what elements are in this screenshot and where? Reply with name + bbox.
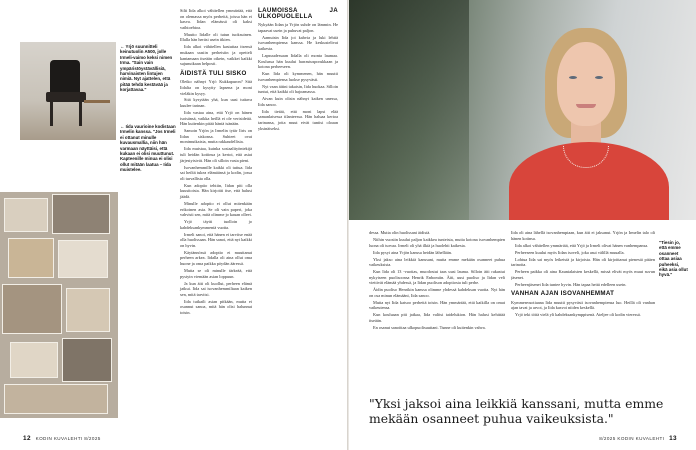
paragraph: Oletko nähnyt Yrjö Kukkapuron? Sitä Iidalta on kysytty lapsena ja moni vieläkin kysyy.	[180, 79, 252, 96]
subheading-laumoissa: LAUMOISSA JA ULKOPUOLELLA	[258, 7, 338, 20]
paragraph: Niihin vuosiin kuului paljon kaikkea tunteista, mutta kotona isovanhempien luona oli turvaa. Irmeli oli yhä ilkiä ja huolehti kaikesta.	[369, 236, 505, 248]
paragraph: Aamuisin Iida joi kahvia ja luki lehtiä isovanhempiensa kanssa. He keskustelivat kaikesta.	[258, 34, 338, 51]
paragraph: Nykyään Iidan ja Yrjön suhde on lämmin. He tapaavat usein ja puhuvat paljon.	[258, 22, 338, 33]
paragraph: Nyt vaan äitini takaisin, Iida huokaa. Silloin tuntui, että kaikki oli hajoamassa.	[258, 83, 338, 95]
paragraph: Aivan kuin olisin nähnyt kaiken unessa, Iida sanoo.	[258, 96, 338, 107]
page-number: 13	[669, 435, 677, 442]
paragraph: Mutta nyt Iida katsoo perhettä toisin. Hän ymmärtää, että kaikilla on omat vaikeutensa.	[369, 299, 505, 311]
paragraph: Ja kun äiti oli kuollut, perheen elämä jatkui. Iida sai isovanhemmiltaan kaiken sen, mitä tarvitsi.	[180, 280, 252, 297]
subheading-vanhan-ajan: VANHAN AJAN ISOVANHEMMAT	[511, 290, 615, 298]
rocking-chair-photo	[20, 42, 116, 140]
paragraph: Iida tietää, että moni lapsi elää samanlaisessa tilanteessa. Hän haluaa kertoa tarinansa, jotta muut eivät tuntisi oloaan yksinäiseksi.	[258, 108, 338, 131]
collage-photo-9	[4, 384, 108, 414]
subheading-aidista-tuli-sisko: ÄIDISTÄ TULI SISKO	[180, 69, 247, 77]
folio-right	[599, 435, 680, 442]
collage-photo-5	[2, 284, 62, 334]
pull-quote: "Yksi jaksoi aina leikkiä kanssani, mutta emme mekään osanneet puhua vaikeuksista."	[369, 396, 664, 426]
portrait-photo	[349, 0, 696, 220]
side-table-shape	[84, 100, 110, 103]
magazine-issue: 8/2025 KODIN KUVALEHTI	[599, 436, 665, 441]
paragraph: dessa. Mutta olin huolissani äidistä.	[369, 230, 431, 235]
paragraph: Mutta se oli minulle tärkeää, että pystyin viemään asian loppuun.	[180, 268, 252, 279]
paragraph: Iida oli aina lähellä isovanhempiaan, kun äiti ei jaksanut. Yrjön ja Irmelin talo oli hänen kotinsa.	[511, 230, 655, 241]
left-page	[0, 0, 347, 450]
portrait-face-shape	[557, 42, 615, 126]
paragraph: Perheeseen kuului myös Iidan isoveli, joka asui välillä muualla.	[515, 249, 625, 255]
paragraph: Iida vastaa aina, että Yrjö on hänen isoisänsä, vaikka heillä ei ole verisidettä. Hän kuitenkin pitää häntä isänään.	[180, 110, 252, 127]
paragraph: Iida tutkaili asian pitkään, mutta ei osannut sanoa, mitä hän olisi halunnut toisin.	[180, 298, 252, 315]
portrait-eye-right	[595, 76, 603, 79]
paragraph: Yrjö teki töitä vielä yli kahdeksankymppisenä. Ateljee oli kodin vieressä.	[515, 312, 641, 318]
page-number: 12	[23, 435, 31, 442]
folio-left	[20, 435, 101, 442]
collage-photo-2	[52, 194, 110, 234]
paragraph: Yksi jakso aina leikkiä kanssani, mutta emme mekään osanneet puhua vaikeuksista.	[369, 256, 505, 268]
collage-photo-6	[66, 288, 110, 332]
paragraph: Iida alkoi vähitellen kastuttaa itsensä mukaan uusiin perheisiin ja opetteli kantamaan itseään oikein, vaikkei kaikki sujunutkaan helposti.	[180, 44, 252, 67]
left-column-1a	[180, 8, 252, 317]
collage-photo-8	[62, 338, 112, 382]
right-page	[349, 0, 696, 450]
collage-photo-4	[58, 240, 108, 278]
paragraph: Iida pysyi aina Yrjön kanssa heidän lähellään.	[373, 249, 452, 255]
paragraph: Isovanhemmille kaikki oli tuttua. Iida sai heiltä tukea elämäänsä ja kodin, jossa oli turvallista olla.	[180, 164, 252, 181]
paragraph: Kun Iida oli kymmenen, hän muutti isovanhempiensa luokse pysyvästi.	[258, 71, 338, 82]
paragraph: Kun adoptio tehtiin, Iidan piti olla kuusitoista. Hän kirjoitti itse, että halusi jäädä.	[180, 182, 252, 199]
paragraph: Samoin Yrjön ja Irmelin tytär Iiris on Iidan siskonsa. Suhteet ovat monimutkaisia, mutta rakkaudellisia.	[180, 128, 252, 145]
right-column-2	[511, 230, 655, 390]
paragraph: Muutto Iidalle oli tutun tuoksuinen. Illalla hän heräsi usein itkien.	[180, 31, 252, 43]
paragraph: Perheen paikka oli aina Kaunialaisten keskellä, missä elivät myös muut suvun jäsenet.	[511, 269, 655, 280]
paragraph: Minulle adoptio ei ollut mitenkään erikoinen asia. Se oli vain paperi, joka vahvisti sen, mitä olimme jo kauan olleet.	[180, 200, 252, 218]
left-column-2	[258, 8, 338, 133]
right-column-1	[369, 230, 505, 390]
photo-collage	[0, 192, 118, 418]
caption-chair: ← Yrjö suunnitteli keinutuolin A500, jolle Irmeli-vaimo keksi nimen Irma. "Sain vain ympäristöystävällisiä, harvinaisten lintujen nimiä. Nyt ajattelen, että pitää tehdä kestävää ja korjattavaa."	[120, 44, 173, 93]
paragraph: En osanut sanoittaa ulkopuolisuuttani. Tunne oli kuitenkin vahva.	[373, 325, 486, 331]
paragraph: Irmeli sanoi, että hänen ei tarvitse enää olla huolissaan. Hän sanoi, että nyt kaikki on hyvin.	[180, 231, 252, 248]
collage-photo-3	[8, 238, 54, 278]
side-quote: "Tiesin jo, että emme osanneet ottaa asiaa puheeksi, eikä asia ollut hyvä."	[659, 240, 688, 278]
paragraph: Kymmenvuotiaana Iida muutti pysyvästi isovanhempiensa luo. Heillä oli vanhan ajan tavat ja arvot, ja Iida kasvoi niiden keskellä.	[511, 299, 655, 311]
paragraph: Kun Iida oli 13 -vuotias, muodostui taas uusi lauma. Silloin äiti rakastui nykyiseen puolisoonsa Henrik Enbomiin. Äiti, uusi puoliso ja Iidan veli viettivät elämää yhdessä, ja Iidan puolison adoptiosta tuli perhe.	[369, 269, 505, 286]
paragraph: Lohtua Iida sai myös leikeistä ja kirjoista. Hän oli kirjoittanut pienestä pitäen tarinoita.	[511, 256, 655, 268]
paragraph: Käytännössä adoptio ei muuttanut perheen arkea. Iidalla oli aina ollut oma huone ja oma paikka pöydän ääressä.	[180, 249, 252, 267]
magazine-issue: KODIN KUVALEHTI 8/2025	[35, 436, 101, 441]
chair-seat-shape	[46, 92, 86, 102]
paragraph: Iida muistaa, kuinka sosiaalityöntekijä tuli heidän kotiinsa ja kertoi, että asiat järjestyisivät. Hän oli silloin vasta pieni.	[180, 146, 252, 163]
portrait-eye-left	[569, 76, 577, 79]
paragraph: Yrjö täytti tuolloin jo kahdeksankymmentä vuotta.	[180, 219, 252, 230]
window-background	[349, 0, 469, 220]
paragraph: Perheenjäsenet Iida tuntee hyvin. Hän tapaa heitä edelleen usein.	[515, 281, 627, 287]
collage-photo-1	[4, 198, 48, 232]
collage-photo-7	[10, 342, 58, 378]
caption-collage: ← Iida vaurioine kodistaan Irmelin kanssa. "Jos Irmeli ei ottanut minulle kuvausmallia, niin hän varmaan näyttäisi, että kukaan ei olisi muuttunut. Kapteenille minua ei olisi ollut mitään laatua – Iida muistelee.	[120, 124, 176, 173]
paragraph: Sitä kysytään yhä, kun uusi tuttava kuulee tarinan.	[180, 97, 252, 109]
chair-back-shape	[50, 60, 80, 94]
paragraph: Äidin puoliso Henrikin kanssa olimme yhdessä kahdeksan vuotta. Nyt hän on osa minun elämääni, Iida sanoo.	[369, 287, 505, 298]
paragraph: Iida alkoi vähitellen ymmärtää, että Yrjö ja Irmeli olivat hänen vanhempansa.	[515, 242, 649, 248]
chair-legs-shape	[50, 102, 82, 126]
paragraph: Silti Iida alkoi vähitellen ymmärtää, että on olemassa myös perheitä, joissa hän ei kasva. Iidan elämässä oli kaksi vaihtoehtoa.	[180, 8, 252, 30]
paragraph: Kun kouluaan piti jatkaa, Iida valitsi taidelukion. Hän halusi kehittää itseään.	[369, 312, 505, 324]
paragraph: Lapsuudessaan Iidalla oli monta laumaa. Koulussa hän kuului harrastusporukkaan ja kotona perheeseen.	[258, 52, 338, 70]
portrait-mouth	[576, 104, 596, 108]
